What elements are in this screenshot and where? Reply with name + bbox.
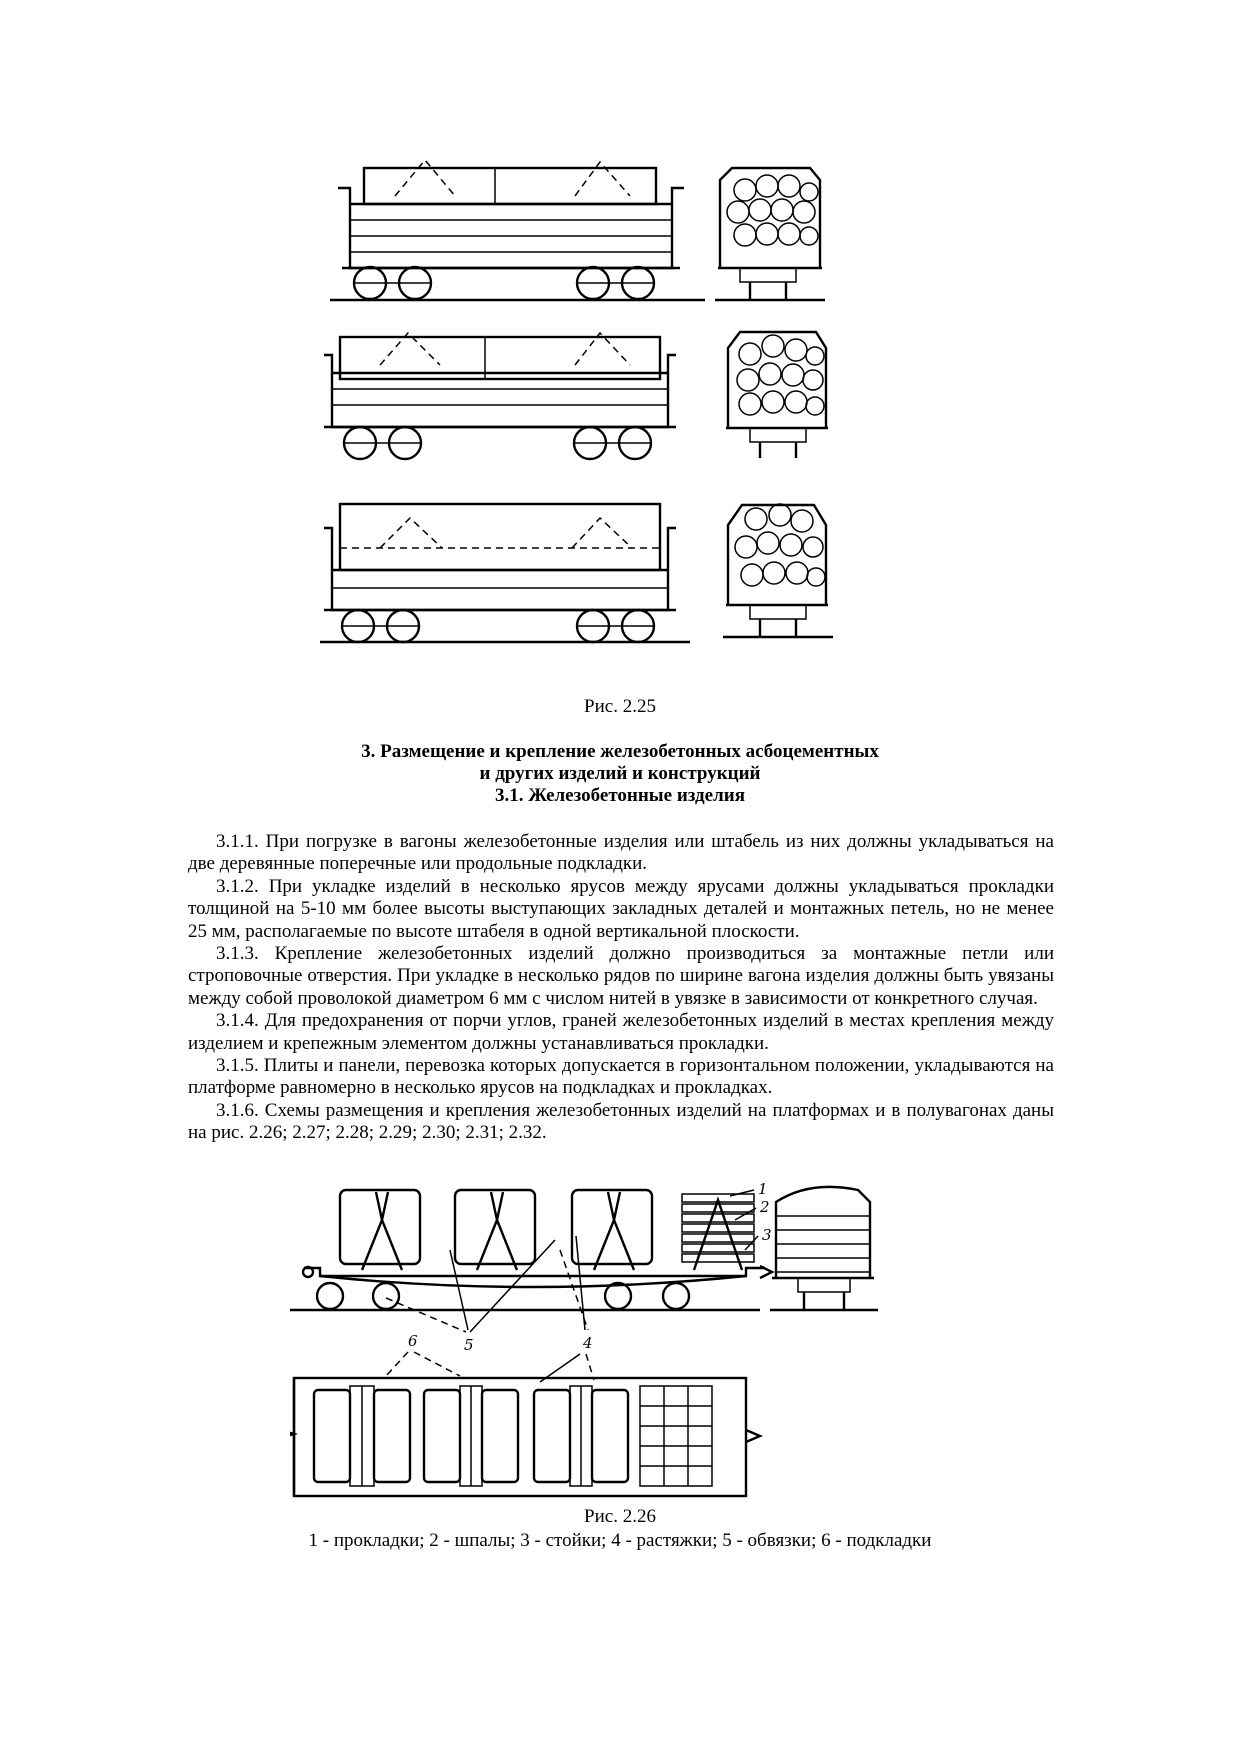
section-title-line-1: 3. Размещение и крепление железобетонных асбоцементных <box>361 741 879 762</box>
subsection-title: 3.1. Железобетонные изделия <box>495 785 745 806</box>
gondola-side-view-2 <box>324 333 676 459</box>
slab-stack <box>682 1194 754 1270</box>
platform-side-view <box>290 1180 772 1310</box>
figure-2-25-drawing <box>320 150 940 690</box>
section-heading <box>0 741 1240 807</box>
body-text <box>188 831 1054 1145</box>
paragraph-3-1-1: 3.1.1. При погрузке в вагоны железобетонные изделия или штабель из них должны укладываться на две деревянные поперечные или продольные подкладки. <box>188 831 1054 875</box>
callout-6: 6 <box>408 1332 418 1350</box>
gondola-end-view-2 <box>726 332 828 458</box>
callout-2: 2 <box>760 1198 770 1216</box>
callout-1: 1 <box>758 1180 768 1198</box>
paragraph-3-1-4: 3.1.4. Для предохранения от порчи углов, граней железобетонных изделий в местах крепления между изделием и крепежным элементом должны устанавливаться прокладки. <box>188 1010 1054 1054</box>
gondola-end-view-1 <box>715 168 825 300</box>
figure-2-26-legend: 1 - прокладки; 2 - шпалы; 3 - стойки; 4 - растяжки; 5 - обвязки; 6 - подкладки <box>308 1530 932 1551</box>
paragraph-3-1-5: 3.1.5. Плиты и панели, перевозка которых допускается в горизонтальном положении, укладываются на платформе равномерно в несколько ярусов на подкладках и прокладках. <box>188 1055 1054 1099</box>
callout-4: 4 <box>583 1334 593 1352</box>
platform-plan-view <box>290 1378 760 1496</box>
figure-2-26-caption: Рис. 2.26 <box>584 1506 656 1527</box>
paragraph-3-1-2: 3.1.2. При укладке изделий в несколько ярусов между ярусами должны укладываться прокладки толщиной на 5-10 мм более высоты выступающих закладных деталей и монтажных петель, но не менее 25 мм, располагаемые по высоте штабеля в одной вертикальной плоскости. <box>188 875 1054 942</box>
section-title-line-2: и других изделий и конструкций <box>479 763 761 784</box>
stack-end-view <box>770 1187 878 1310</box>
paragraph-3-1-3: 3.1.3. Крепление железобетонных изделий должно производиться за монтажные петли или строповочные отверстия. При укладке в несколько рядов по ширине вагона изделия должны быть увязаны между собой проволокой диаметром 6 мм с числом нитей в увязке в зависимости от конкретного случая. <box>188 943 1054 1009</box>
callout-5: 5 <box>464 1336 474 1354</box>
gondola-side-view-3 <box>320 504 690 642</box>
gondola-end-view-3 <box>723 504 833 637</box>
callout-3: 3 <box>762 1226 772 1244</box>
figure-2-26-drawing <box>290 1180 980 1510</box>
paragraph-3-1-6: 3.1.6. Схемы размещения и крепления железобетонных изделий на платформах и в полувагонах даны на рис. 2.26; 2.27; 2.28; 2.29; 2.30; 2.31; 2.32. <box>188 1099 1054 1144</box>
gondola-side-view-1 <box>330 160 705 300</box>
figure-2-25-caption: Рис. 2.25 <box>584 696 656 717</box>
